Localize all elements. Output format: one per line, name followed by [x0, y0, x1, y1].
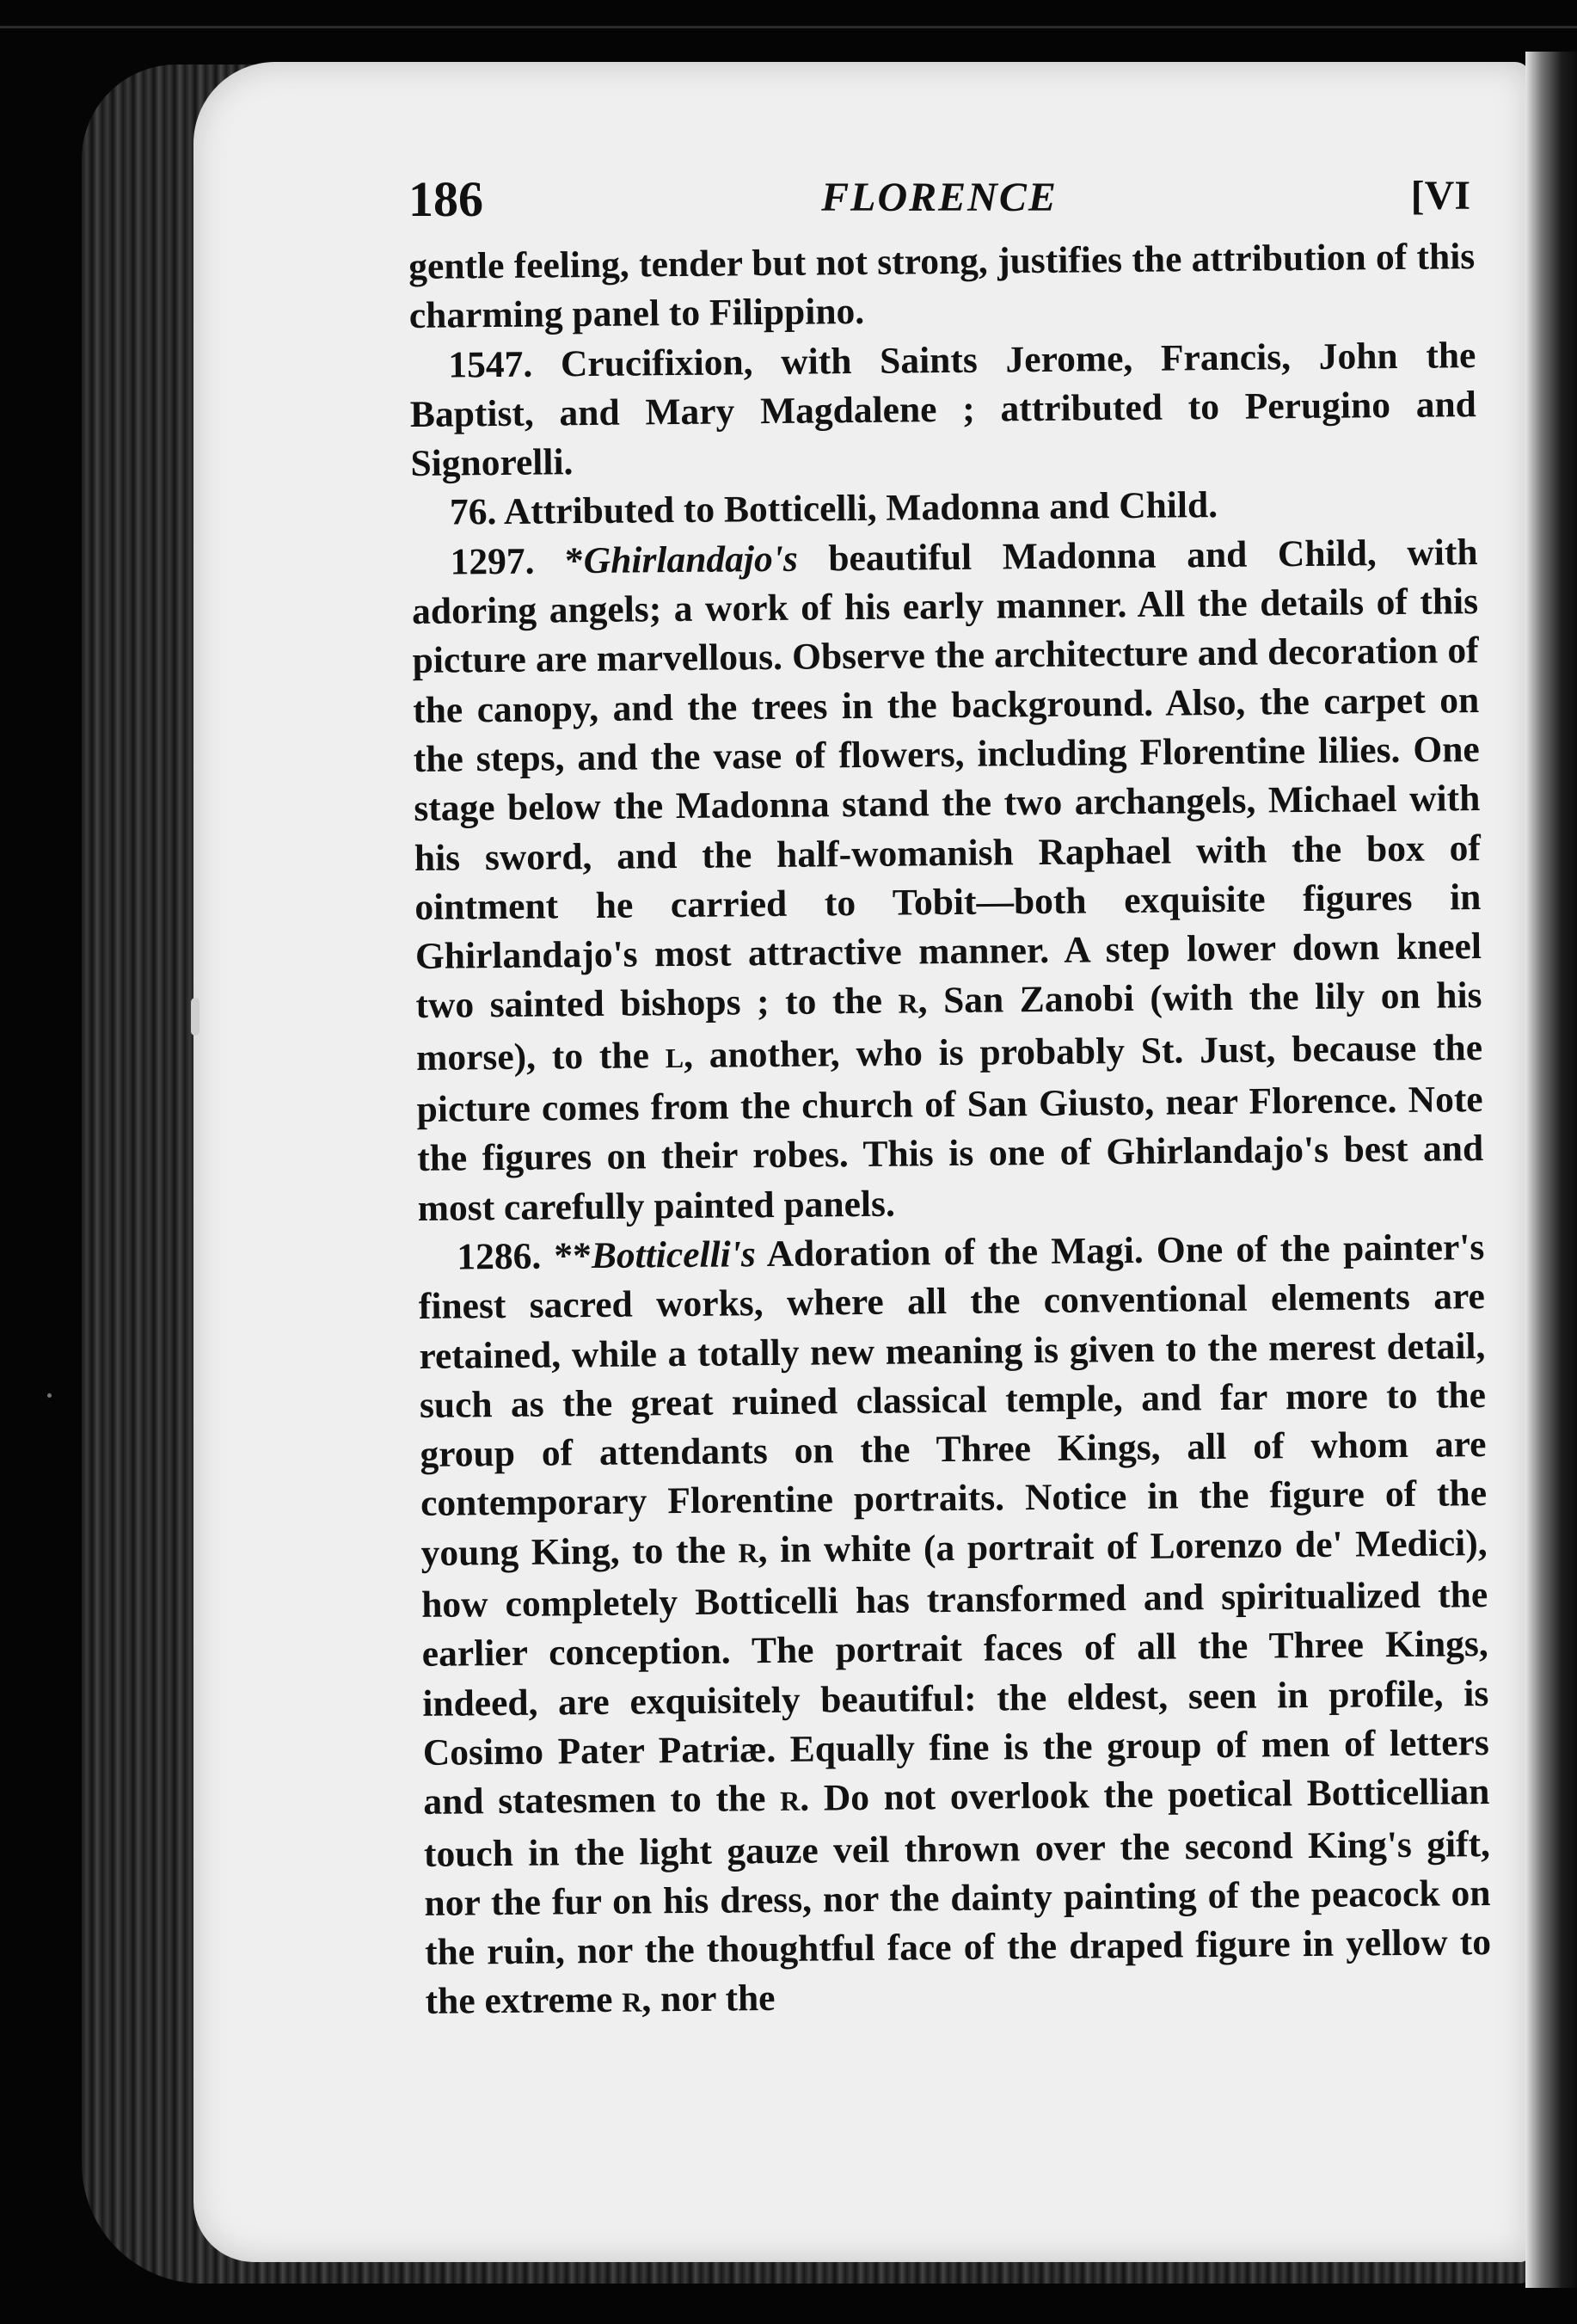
entry-number: 1297. — [450, 540, 535, 583]
entry-text: Crucifixion, with Saints Jerome, Francis, John the Baptist, and Mary Magdalene ; attributed to Perugino and Signorelli. — [409, 334, 1477, 485]
entry-text: Adoration of the Magi. One of the painter's finest sacred works, where all the conventional elements are retained, while a totally new meaning is given to the merest detail, such as the great ruined classical temple, and far more to the group of attendants on the Three Kings, all of whom are contemporary Florentine portraits. Notice in the figure of the young King, to the — [418, 1226, 1488, 1574]
entry-text: beautiful Madonna and Child, with adoring angels; a work of his early manner. All the details of this picture are marvellous. Observe the architecture and decoration of the canopy, and the trees in the background. Also, the carpet on the steps, and the vase of flowers, including Florentine lilies. One stage below the Madonna stand the two archangels, Michael with his sword, and the half-womanish Raphael with the box of ointment he carried to Tobit—both exquisite figures in Ghirlandajo's most attractive manner. A step lower down kneel two sainted bishops ; to the — [411, 531, 1482, 1027]
page-speck — [191, 998, 199, 1036]
entry-number: 1547. — [448, 343, 533, 386]
entry-text: . Do not overlook the poetical Botticellian touch in the light gauze veil thrown over the second King's gift, nor the fur on his dress, nor the dainty painting of the peacock on the ruin, nor the thoughtful face of the draped figure in yellow to the extreme — [423, 1771, 1492, 2023]
entry-1297 — [411, 528, 1484, 1233]
entry-text: , nor the — [641, 1977, 776, 2020]
chapter-mark: [VI — [1410, 173, 1470, 218]
entry-number: 1286. — [457, 1235, 542, 1278]
scanner-edge-line — [0, 26, 1577, 28]
paragraph-continuation — [408, 232, 1476, 341]
entry-1286 — [418, 1223, 1492, 2030]
binding-shadow — [1525, 52, 1577, 2288]
star-rating: * — [564, 539, 585, 582]
entry-text: Attributed to Botticelli, Madonna and Child. — [503, 484, 1218, 533]
page-number: 186 — [408, 171, 483, 227]
left-abbrev: L — [665, 1042, 684, 1073]
right-abbrev: R — [780, 1785, 801, 1817]
right-abbrev: R — [738, 1536, 758, 1569]
entry-text: , in white (a portrait of Lorenzo de' Medici), how completely Botticelli has transformed and spiritualized the earlier conception. The portrait faces of all the Three Kings, indeed, are exquisitely beautiful: the eldest, seen in profile, is Cosimo Pater Patriæ. Equally fine is the group of men of letters and statesmen to the — [420, 1522, 1490, 1823]
entry-number: 76. — [449, 491, 497, 534]
body-text — [408, 232, 1492, 2029]
entry-text: , San Zanobi (with the lily on his morse), to the — [415, 974, 1482, 1079]
right-abbrev: R — [622, 1986, 642, 2019]
paragraph-text: gentle feeling, tender but not strong, justifies the attribution of this charming panel to Filippino. — [408, 236, 1476, 337]
page-speck — [47, 1393, 52, 1398]
right-abbrev: R — [898, 987, 918, 1020]
running-title: FLORENCE — [821, 175, 1058, 220]
artist-name: Botticelli's — [591, 1233, 757, 1276]
page-header — [408, 170, 1470, 231]
entry-1547 — [409, 331, 1477, 489]
artist-name: Ghirlandajo's — [583, 538, 798, 581]
entry-text: , another, who is probably St. Just, because the picture comes from the church of San Giusto, near Florence. Note the figures on their robes. This is one of Ghirlandajo's best and most carefully painted panels. — [416, 1026, 1484, 1229]
star-rating: ** — [554, 1234, 592, 1277]
